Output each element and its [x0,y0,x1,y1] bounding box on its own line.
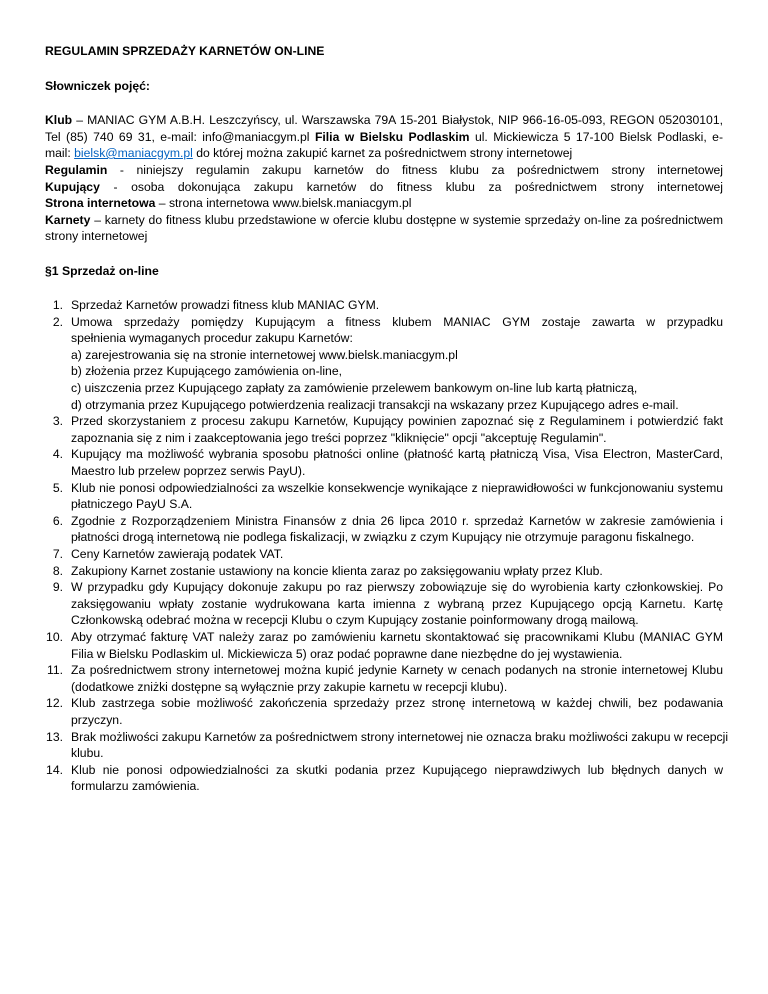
list-item-text: Aby otrzymać fakturę VAT należy zaraz po zamówieniu karnetu skontaktować się pracownikami Klubu (MANIAC GYM [71,630,723,644]
list-item-number: 2. [52,314,63,329]
glossary-karnety-line1 [45,213,723,227]
list-item-text: Maestro lub przelew poprzez serwis PayU). [71,464,306,478]
glossary-klub-desc2b: ul. Mickiewicza 5 17-100 Bielsk Podlaski, e- [474,130,723,144]
list-item-text: Filia w Bielsku Podlaskim ul. Mickiewicza 5) oraz podać poprawne dane niezbędne do jej wystawienia. [71,646,623,661]
list-item-number: 5. [52,480,63,495]
glossary-regulamin [45,163,723,177]
list-item-text: spełnienia wymaganych procedur zakupu Karnetów: [71,331,353,346]
glossary-klub-desc2a: Tel (85) 740 69 31, e-mail: info@maniacgym.pl [45,130,310,144]
glossary-klub-line1 [45,113,723,127]
glossary-term-karnety: Karnety [45,213,91,227]
glossary-klub-line2 [45,130,723,144]
list-item-text: Zakupiony Karnet zostanie ustawiony na koncie klienta zaraz po zaksięgowaniu wpłaty przez Klub. [71,563,603,578]
glossary-klub-line3 [45,146,572,160]
list-item-text: Przed skorzystaniem z procesu zakupu Karnetów, Kupujący powinien zapoznać się z Regulaminem i potwierdzić fakt [71,414,723,429]
list-item-text: Za pośrednictwem strony internetowej można kupić jedynie Karnety w cenach podanych na stronie internetowej Klubu [71,663,723,678]
list-item-text: a) zarejestrowania się na stronie internetowej www.bielsk.maniacgym.pl [71,347,458,362]
list-item-text: klubu. [71,746,104,761]
glossary-heading: Słowniczek pojęć: [45,79,150,93]
list-item-text: Klub nie ponosi odpowiedzialności za skutki podania przez Kupującego nieprawdziwych lub błędnych danych w [71,762,723,777]
list-item-text: Kupujący ma możliwość wybrania sposobu płatności online (płatność kartą płatniczą Visa, Visa Electron, MasterCard, [71,447,723,462]
glossary-term-kupujacy: Kupujący [45,180,100,194]
glossary-karnety-line2: strony internetowej [45,229,148,243]
glossary-karnety-desc1: – karnety do fitness klubu przedstawione w ofercie klubu dostępne w systemie sprzedaży on-line za pośrednictwem [90,213,723,227]
list-item-number: 1. [52,298,63,312]
glossary-kupujacy-desc: - osoba dokonująca zakupu karnetów do fitness klubu za pośrednictwem strony internetowej [99,180,723,194]
list-item-text: płatniczego PayU S.A. [71,497,193,512]
list-item-text: Ceny Karnetów zawierają podatek VAT. [71,547,284,561]
list-item-number: 8. [52,563,63,578]
list-item-number: 13. [46,729,63,744]
email-link[interactable]: bielsk@maniacgym.pl [74,146,193,160]
list-item-text: d) otrzymania przez Kupującego potwierdzenia realizacji transakcji na wskazany przez Kupującego adres e-mail. [71,397,679,412]
list-item-number: 6. [52,513,63,528]
list-item-text: formularzu zamówienia. [71,779,200,794]
list-item-text: (dodatkowe zniżki dostępne są wyłącznie przy zakupie karnetu w recepcji klubu). [71,679,508,694]
list-item-text: płatności drogą internetową nie podlega fiskalizacji, w związku z czym Kupujący nie otrzymuje paragonu fiskalnego. [71,530,695,545]
list-item-text: Sprzedaż Karnetów prowadzi fitness klub MANIAC GYM. [71,298,380,312]
section1-heading: §1 Sprzedaż on-line [45,264,159,278]
list-item-text: Zgodnie z Rozporządzeniem Ministra Finansów z dnia 26 lipca 2010 r. sprzedaż Karnetów w zakresie zamówienia i [71,513,723,528]
document-title: REGULAMIN SPRZEDAŻY KARNETÓW ON-LINE [45,44,325,58]
list-item-text: Klub zastrzega sobie możliwość zakończenia sprzedaży przez stronę internetową w każdej chwili, bez podawania [71,696,723,711]
glossary-strona-desc: – strona internetowa www.bielsk.maniacgym.pl [155,196,412,210]
list-item-text: W przypadku gdy Kupujący dokonuje zakupu po raz pierwszy zobowiązuje się do wyrobienia karty członkowskiej. Po [71,580,723,595]
list-item-text: Członkowską odebrać można w recepcji Klubu o czym Kupujący zostanie poinformowany drogą mailową. [71,613,639,628]
list-item-number: 4. [52,447,63,462]
glossary-term-strona: Strona internetowa [45,196,156,210]
list-item-number: 11. [46,663,63,678]
list-item-number: 3. [52,414,63,429]
list-item-text: przyczyn. [71,713,123,727]
list-item-number: 9. [52,580,63,595]
glossary-strona [45,196,411,210]
list-item-number: 14. [46,762,63,777]
glossary-term-regulamin: Regulamin [45,163,108,177]
list-item-text: c) uiszczenia przez Kupującego zapłaty za zamówienie przelewem bankowym on-line lub kartą płatniczą, [71,381,638,395]
list-item-text: zapoznania się z nim i zaakceptowania jego treści poprzez "kliknięcie" opcji "akceptuję Regulamin". [71,430,607,445]
glossary-klub-desc1: – MANIAC GYM A.B.H. Leszczyńscy, ul. Warszawska 79A 15-201 Białystok, NIP 966-16-05-093, REGON 052030101, [72,113,723,127]
glossary-klub-desc3b: do której można zakupić karnet za pośrednictwem strony internetowej [192,146,573,160]
list-item-text: Brak możliwości zakupu Karnetów za pośrednictwem strony internetowej nie oznacza braku możliwości zakupu w recepcji [71,729,729,744]
list-item-text: zaksięgowaniu wpłaty zostanie wydrukowana karta imienna z wybraną przez Kupującego opcją Karnetu. Kartę [71,596,723,611]
glossary-klub-filia: Filia w Bielsku Podlaskim [314,130,470,144]
glossary-regulamin-desc: - niniejszy regulamin zakupu karnetów do fitness klubu za pośrednictwem strony internetowej [107,163,723,177]
list-item-text: b) złożenia przez Kupującego zamówienia on-line, [71,364,342,379]
list-item-number: 12. [46,696,63,711]
list-item-text: Klub nie ponosi odpowiedzialności za wszelkie konsekwencje wynikające z nieprawidłowości w funkcjonowaniu systemu [71,480,723,495]
list-item-text: Umowa sprzedaży pomiędzy Kupującym a fitness klubem MANIAC GYM zostaje zawarta w przypadku [71,314,723,329]
glossary-term-klub: Klub [45,113,73,127]
glossary-klub-desc3a: mail: [45,146,75,160]
glossary-kupujacy [45,180,723,194]
list-item-number: 7. [52,547,63,561]
list-item-number: 10. [46,630,63,644]
